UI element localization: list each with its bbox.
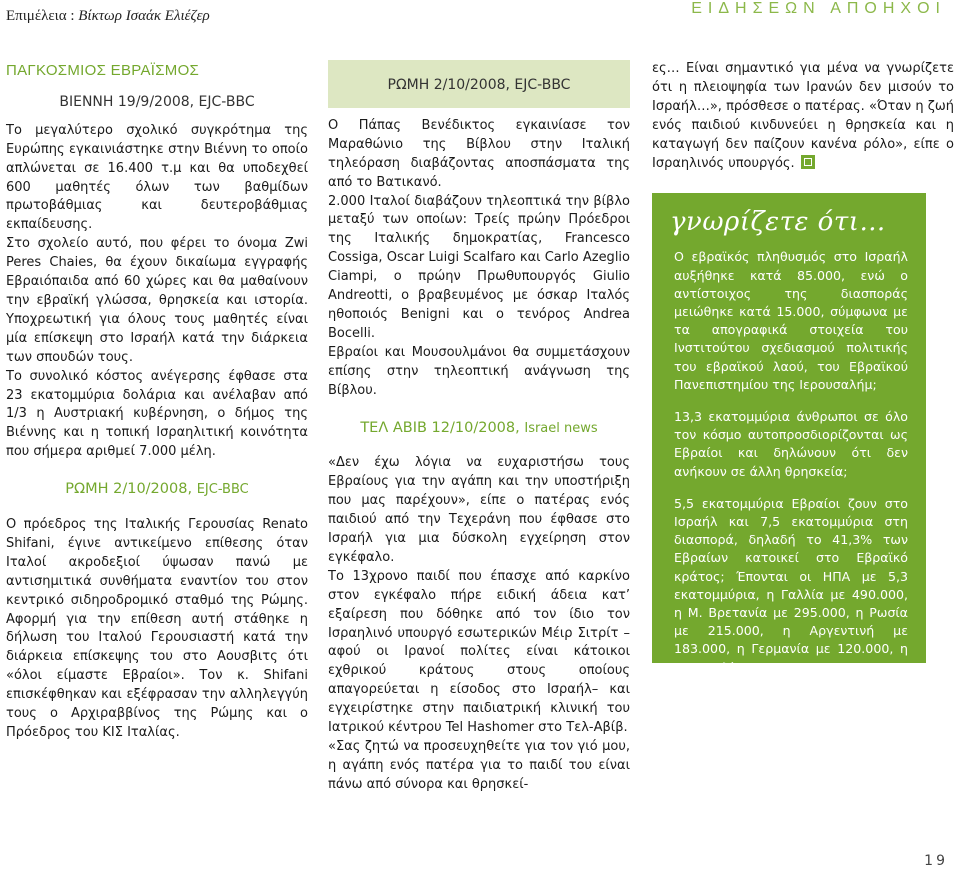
end-of-article-icon (801, 155, 815, 169)
dateline-place-date: ΤΕΛ ΑΒΙΒ 12/10/2008, (360, 419, 525, 436)
did-you-know-box (652, 193, 926, 762)
article-paragraph: Ο Πάπας Βενέδικτος εγκαινίασε τον Μαραθώνιο της Βίβλου στην Ιταλική τηλεόραση διαβάζοντας αποσπάσματα της από το Βατικανό. (328, 117, 630, 190)
dateline-vienna: ΒΙΕΝΝΗ 19/9/2008, EJC-BBC (59, 93, 255, 110)
article-paragraph: Στο σχολείο αυτό, που φέρει το όνομα Zwi Peres Chaies, θα έχουν δικαίωμα εγγραφής Εβραιόπαιδα από 60 χώρες και θα μαθαίνουν την εβραϊκή γλώσσα, θρησκεία και ιστορία. Υποχρεωτική για όλους τους μαθητές είναι μία επίσκεψη στο Ισραήλ κατά την διάρκεια των σπουδών τους. (6, 236, 308, 365)
masthead-title: ΕΙΔΗΣΕΩΝ ΑΠΟΗΧΟΙ (691, 0, 946, 17)
page-number: 19 (924, 853, 948, 869)
article-paragraph: Το συνολικό κόστος ανέγερσης έφθασε στα 23 εκατομμύρια δολάρια και ανέλαβαν από 1/3 η Αυστριακή κυβέρνηση, ο δήμος της Βιέννης και η τοπική Ισραηλιτική κοινότητα που σήμερα αριθμεί 7.000 μέλη. (6, 368, 308, 460)
dateline-place-date: ΡΩΜΗ 2/10/2008, (65, 481, 197, 498)
article-paragraph: Το 13χρονο παιδί που έπασχε από καρκίνο στον εγκέφαλο πήρε ειδική άδεια κατ’ εξαίρεση που δόθηκε από τον ίδιο τον Ισραηλινό υπουργό εσωτερικών Μέιρ Σιτρίτ –αφού οι Ιρανοί πολίτες είναι κάτοικοι εχθρικού κράτους στους οποίους απαγορεύεται η είσοδος στο Ισραήλ– και εγχειρίστηκε στην παιδιατρική κλινική του Ιατρικού κέντρου Tel Hashomer στο Τελ-Αβίβ. (328, 568, 630, 736)
article-paragraph: Ο πρόεδρος της Ιταλικής Γερουσίας Renato Shifani, έγινε αντικείμενο επίθεσης όταν Ιταλοί ακροδεξιοί ύψωσαν πανώ με αντισημιτικά συνθήματα εναντίον του στον κεντρικό σιδηροδρομικό σταθμό της Ρώμης. Αφορμή για την επίθεση αυτή στάθηκε η δήλωση του Ιταλού Γερουσιαστή κατά την διάρκεια επίσκεψης του στο Αουσβιτς ότι «όλοι είμαστε Εβραίοι». Τον κ. Shifani επισκέφθηκαν και εξέφρασαν την αλληλεγγύη τους ο Αρχιραββίνος της Ρώμης και ο Πρόεδρος του ΚΙΣ Ιταλίας. (6, 517, 308, 740)
editor-name: Βίκτωρ Ισαάκ Ελιέζερ (78, 8, 210, 24)
dateline-source: EJC-BBC (196, 482, 249, 498)
dateline-source: Israel news (524, 420, 598, 436)
article-paragraph: Το μεγαλύτερο σχολικό συγκρότημα της Ευρώπης εγκαινιάστηκε στην Βιέννη το οποίο απλώνεται σε 16.400 τ.μ και θα υποδεχθεί 600 μαθητές όλων των βαθμίδων πρωτοβάθμιας και δευτεροβάθμιας εκπαίδευσης. (6, 122, 308, 233)
article-paragraph (652, 60, 954, 173)
column-2 (328, 60, 630, 795)
section-title: ΠΑΓΚΟΣΜΙΟΣ ΕΒΡΑΪΣΜΟΣ (6, 62, 200, 79)
did-you-know-title: γνωρίζετε ότι… (670, 207, 886, 238)
article-paragraph: «Σας ζητώ να προσευχηθείτε για τον γιό μου, η αγάπη ενός πατέρα για το παιδί του είναι πάνω από σύνορα και θρησκεί- (328, 739, 630, 792)
fact-paragraph: 13,3 εκατομμύρια άνθρωποι σε όλο τον κόσμο αυτοπροσδιορίζονται ως Εβραίοι και δηλώνουν ότι δεν ανήκουν σε άλλη θρησκεία; (674, 408, 908, 479)
editor-label: Επιμέλεια : (6, 8, 75, 24)
fact-paragraph: 5,5 εκατομμύρια Εβραίοι ζουν στο Ισραήλ και 7,5 εκατομμύρια στη διασπορά, δηλαδή το 41,3% των Εβραίων κατοικεί στο Εβραϊκό κράτος; Έπονται οι ΗΠΑ με 5,3 εκατομμύρια, η Γαλλία με 490.000, η Μ. Βρετανία με 295.000, η Ρωσία με 215.000, η Αργεντινή με 183.000, η Γερμανία με 120.000, η Αυστραλία με 107.000 και η Βραζιλία με 96.000. (674, 495, 908, 693)
fact-paragraph: Ο εβραϊκός πληθυσμός στο Ισραήλ αυξήθηκε κατά 85.000, ενώ ο αντίστοιχος της διασποράς μειώθηκε κατά 15.000, σύμφωνα με τα απογραφικά στοιχεία του Ινστιτούτου σχεδιασμού πολιτικής του εβραϊκού λαού, του Εβραϊκού Πανεπιστημίου της Ιερουσαλήμ; (674, 249, 908, 392)
article-paragraph: 2.000 Ιταλοί διαβάζουν τηλεοπτικά την βίβλο μεταξύ των οποίων: Τρείς πρώην Πρόεδροι της Ιταλικής δημοκρατίας, Francesco Cossiga, Oscar Luigi Scalfaro και Carlo Azeglio Ciampi, ο πρώην Πρωθυπουργός Giulio Andreotti, ο βραβευμένος με όσκαρ Ιταλός ηθοποιός Benigni και ο τενόρος Andrea Bocelli. (328, 193, 630, 341)
article-paragraph-text: ες… Είναι σημαντικό για μένα να γνωρίζετε ότι η πλειοψηφία των Ιρανών δεν μισούν το Ισραήλ…», πρόσθεσε ο πατέρας. «Όταν η ζωή ενός παιδιού κινδυνεύει η θρησκεία και η καταγωγή δεν παίζουν κανένα ρόλο», είπε ο Ισραηλινός υπουργός. (652, 61, 954, 171)
article-paragraph: «Δεν έχω λόγια να ευχαριστήσω τους Εβραίους για την αγάπη και την υποστήριξη που μας παρέχουν», είπε ο πατέρας ενός παιδιού από την Τεχεράνη που έφθασε στο Ισραήλ για μια δύσκολη εγχείρηση στον εγκέφαλο. (328, 455, 630, 565)
dateline-rome-box: ΡΩΜΗ 2/10/2008, EJC-BBC (328, 60, 630, 108)
fact-paragraph: Ένας Εβραίος ζει στο Αφγανιστάν, ενώ σε 95 χώρες ζουν τουλάχιστον 100 Εβραίοι; (674, 710, 908, 762)
dateline-tel-aviv (328, 419, 630, 439)
column-1 (6, 60, 308, 743)
article-paragraph: Εβραίοι και Μουσουλμάνοι θα συμμετάσχουν επίσης στην τηλεοπτική ανάγνωση της Βίβλου. (328, 344, 630, 398)
column-3 (652, 60, 954, 762)
dateline-rome (6, 480, 308, 500)
editor-credit (6, 8, 210, 25)
